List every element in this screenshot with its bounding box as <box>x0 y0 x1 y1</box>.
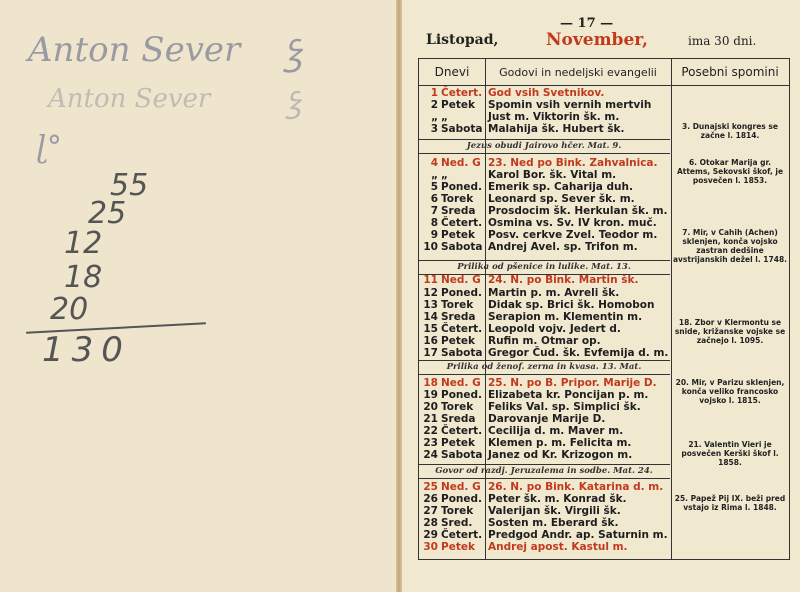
memory-note: 6. Otokar Marija gr. Attems, Sekovski škof, je posvečen l. 1853. <box>676 158 784 185</box>
feast-text: Janez od Kr. Krizogon m. <box>488 449 633 461</box>
feast-text: 24. N. po Bink. Martin šk. <box>488 274 639 286</box>
weekday: Četert. <box>441 425 483 437</box>
feast-text: Peter šk. m. Konrad šk. <box>488 493 627 505</box>
feast-text: Gregor Čud. šk. Evfemija d. m. <box>488 347 669 359</box>
feast-text: Klemen p. m. Felicita m. <box>488 437 632 449</box>
weekday: Sreda <box>441 311 476 323</box>
number-1: 55 <box>110 168 149 203</box>
day-number: 4 <box>430 157 438 169</box>
weekday: Torek <box>441 505 474 517</box>
scribble-mark: ꝣ <box>284 32 303 73</box>
feast-text: Valerijan šk. Virgili šk. <box>488 505 621 517</box>
col-header-memories: Posebni spomini <box>671 59 789 86</box>
page-number: — 17 — <box>560 16 614 31</box>
weekday: Ned. G <box>441 157 481 169</box>
weekday: Sabota <box>441 449 483 461</box>
day-number: 21 <box>423 413 438 425</box>
weekday: Torek <box>441 401 474 413</box>
weekday: Sred. <box>441 517 473 529</box>
day-number: 12 <box>423 287 438 299</box>
day-number: 27 <box>423 505 438 517</box>
feast-text: Andrej apost. Kastul m. <box>488 541 628 553</box>
gospel-line: Prilika od pšenice in lulike. Mat. 13. <box>418 260 670 275</box>
memory-note: 7. Mir, v Cahih (Achen) sklenjen, konča vojsko zastran dedšine avstrijanskih dežel l. 1748. <box>672 228 788 264</box>
weekday: Četert. <box>441 323 483 335</box>
day-number: 14 <box>423 311 438 323</box>
feast-text: Emerik sp. Caharija duh. <box>488 181 633 193</box>
day-number: „ <box>431 111 438 123</box>
feast-text: Martin p. m. Avreli šk. <box>488 287 620 299</box>
days-count: ima 30 dni. <box>688 34 757 48</box>
weekday: Poned. <box>441 287 483 299</box>
day-number: 6 <box>430 193 438 205</box>
feast-text: Karol Bor. šk. Vital m. <box>488 169 617 181</box>
day-number: 11 <box>423 274 438 286</box>
weekday: Ned. G <box>441 274 481 286</box>
weekday: Torek <box>441 299 474 311</box>
feast-text: God vsih Svetnikov. <box>488 87 605 99</box>
weekday: Petek <box>441 99 475 111</box>
day-number: 22 <box>423 425 438 437</box>
feast-text: Rufin m. Otmar op. <box>488 335 601 347</box>
weekday: Sabota <box>441 123 483 135</box>
day-number: 24 <box>423 449 438 461</box>
gospel-line: Jezus obudi Jairovo hčer. Mat. 9. <box>418 139 670 154</box>
feast-text: Sosten m. Eberard šk. <box>488 517 619 529</box>
day-number: 15 <box>423 323 438 335</box>
feast-text: Andrej Avel. sp. Trifon m. <box>488 241 638 253</box>
weekday: Petek <box>441 541 475 553</box>
day-number: 8 <box>430 217 438 229</box>
gospel-line: Govor od razdj. Jeruzalema in sodbe. Mat. 24. <box>418 464 670 479</box>
number-5: 20 <box>50 292 89 327</box>
number-3: 12 <box>64 226 103 261</box>
signature-1: Anton Sever <box>28 30 241 70</box>
column-divider <box>485 59 486 559</box>
day-number: 1 <box>430 87 438 99</box>
day-number: 17 <box>423 347 438 359</box>
number-4: 18 <box>64 260 103 295</box>
weekday: Ned. G <box>441 481 481 493</box>
day-number: 3 <box>430 123 438 135</box>
weekday: Petek <box>441 437 475 449</box>
weekday: Petek <box>441 335 475 347</box>
feast-text: Spomin vsih vernih mertvih <box>488 99 652 111</box>
number-total: 130 <box>42 330 131 370</box>
feast-text: 26. N. po Bink. Katarina d. m. <box>488 481 664 493</box>
day-number: 30 <box>423 541 438 553</box>
weekday: „ <box>441 111 448 123</box>
feast-text: Posv. cerkve Zvel. Teodor m. <box>488 229 658 241</box>
weekday: Poned. <box>441 181 483 193</box>
gospel-line: Prilika od ženof. zerna in kvasa. 13. Mat. <box>418 360 670 375</box>
weekday: Sreda <box>441 413 476 425</box>
scribble-mark-3: ɭ° <box>36 130 62 165</box>
weekday: „ <box>441 169 448 181</box>
feast-text: Osmina vs. Sv. IV kron. muč. <box>488 217 657 229</box>
memory-note: 25. Papež Pij IX. beži pred vstajo iz Rima l. 1848. <box>674 494 786 512</box>
feast-text: Leonard sp. Sever šk. m. <box>488 193 635 205</box>
day-number: 29 <box>423 529 438 541</box>
weekday: Sreda <box>441 205 476 217</box>
day-number: 13 <box>423 299 438 311</box>
memory-note: 21. Valentin Vieri je posvečen Kerški škof l. 1858. <box>681 440 779 467</box>
day-number: 28 <box>423 517 438 529</box>
scribble-mark-2: ꝣ <box>286 85 302 120</box>
day-number: 25 <box>423 481 438 493</box>
feast-text: 23. Ned po Bink. Zahvalnica. <box>488 157 658 169</box>
weekday: Četert. <box>441 217 483 229</box>
feast-text: Prosdocim šk. Herkulan šk. m. <box>488 205 668 217</box>
feast-text: Leopold vojv. Jedert d. <box>488 323 621 335</box>
col-header-days: Dnevi <box>419 59 485 86</box>
feast-text: Predgod Andr. ap. Saturnin m. <box>488 529 668 541</box>
memory-note: 3. Dunajski kongres se začne l. 1814. <box>682 122 778 140</box>
number-2: 25 <box>88 196 127 231</box>
weekday: Sabota <box>441 241 483 253</box>
feast-text: Didak sp. Brici šk. Homobon <box>488 299 655 311</box>
weekday: Poned. <box>441 389 483 401</box>
day-number: 19 <box>423 389 438 401</box>
weekday: Četert. <box>441 87 483 99</box>
day-number: 10 <box>423 241 438 253</box>
day-number: 26 <box>423 493 438 505</box>
day-number: 7 <box>430 205 438 217</box>
weekday: Petek <box>441 229 475 241</box>
day-number: „ <box>431 169 438 181</box>
month-slovene: Listopad, <box>426 32 499 48</box>
weekday: Sabota <box>441 347 483 359</box>
month-german: November, <box>546 30 648 50</box>
feast-text: Cecilija d. m. Maver m. <box>488 425 624 437</box>
feast-text: Darovanje Marije D. <box>488 413 606 425</box>
day-number: 2 <box>430 99 438 111</box>
day-number: 20 <box>423 401 438 413</box>
weekday: Torek <box>441 193 474 205</box>
day-number: 5 <box>430 181 438 193</box>
feast-text: Serapion m. Klementin m. <box>488 311 643 323</box>
feast-text: Malahija šk. Hubert šk. <box>488 123 625 135</box>
weekday: Poned. <box>441 493 483 505</box>
col-header-feasts: Godovi in nedeljski evangelii <box>485 59 671 86</box>
weekday: Četert. <box>441 529 483 541</box>
book-spine <box>396 0 402 592</box>
feast-text: Elizabeta kr. Poncijan p. m. <box>488 389 649 401</box>
feast-text: 25. N. po B. Pripor. Marije D. <box>488 377 657 389</box>
day-number: 18 <box>423 377 438 389</box>
weekday: Ned. G <box>441 377 481 389</box>
feast-text: Feliks Val. sp. Simplici šk. <box>488 401 641 413</box>
feast-text: Just m. Viktorin šk. m. <box>488 111 620 123</box>
day-number: 16 <box>423 335 438 347</box>
day-number: 9 <box>430 229 438 241</box>
memory-note: 18. Zbor v Klermontu se snide, križanske vojske se začnejo l. 1095. <box>674 318 786 345</box>
day-number: 23 <box>423 437 438 449</box>
memory-note: 20. Mir, v Parizu sklenjen, konča veliko francosko vojsko l. 1815. <box>675 378 785 405</box>
signature-2: Anton Sever <box>48 84 211 114</box>
